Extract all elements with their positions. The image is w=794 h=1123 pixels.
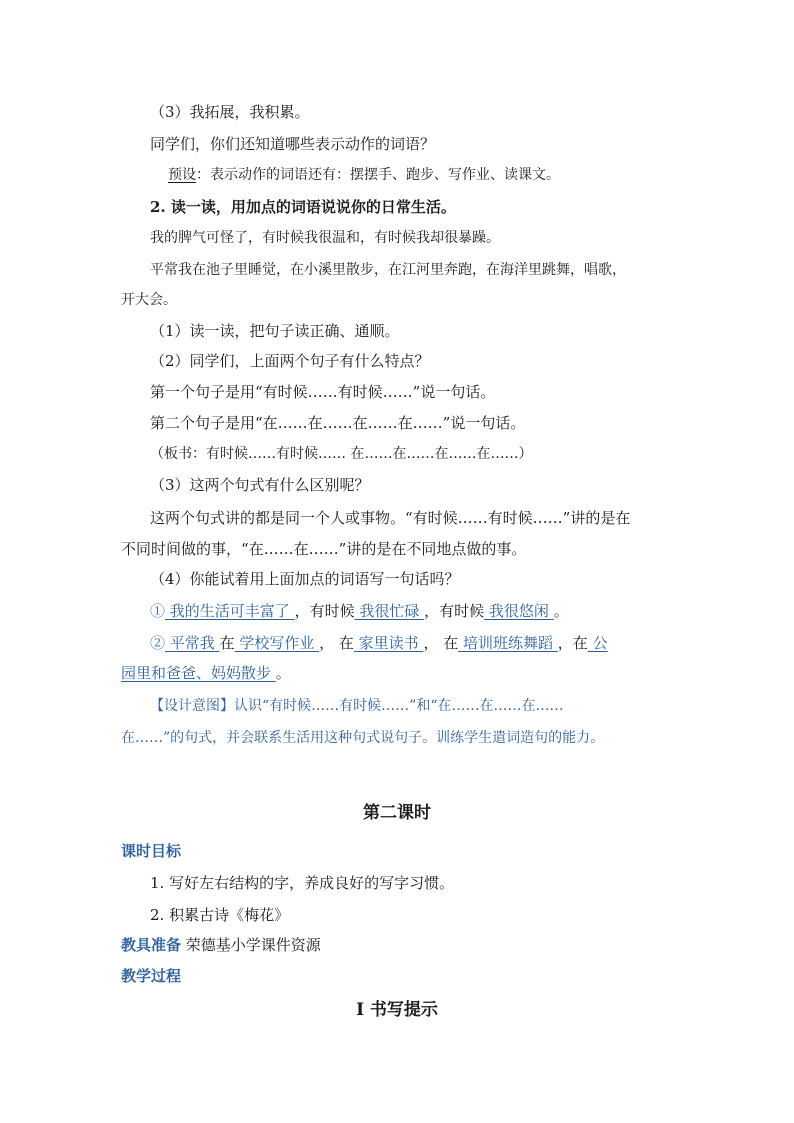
sentence-2a: 平常我在池子里睡觉，在小溪里散步，在江河里奔跑，在海洋里跳舞，唱歌， [150,262,626,278]
example-2-blank-6: 园里和爸爸、妈妈散步 [121,664,276,682]
preset-line [168,165,560,185]
lesson-2-title: 第二课时 [363,803,431,823]
example-2-text-1: 在 [219,634,235,652]
answer-1: 第一个句子是用“有时候……有时候……”说一句话。 [150,383,496,401]
goal-1: 1. 写好左右结构的字，养成良好的写字习惯。 [150,874,455,892]
example-1-text-2: ，有时候 [424,602,485,620]
example-2-text-2: ， 在 [319,634,354,652]
text-p1: （3）我拓展，我积累。 [150,103,310,121]
example-2-blank-2: 学校写作业 [234,634,320,652]
section-1-title: Ⅰ 书写提示 [356,1000,438,1020]
text-p2: 同学们，你们还知道哪些表示动作的词语？ [150,135,436,153]
sentence-2b: 开大会。 [121,292,177,308]
example-1-num: ① [150,602,166,620]
design-intent-label: 【设计意图】 [150,698,234,714]
design-intent-2: 在……”的句式，并会联系生活用这种句式说句子。训练学生遣词造句的能力。 [121,730,605,746]
design-intent-text-1: 认识“有时候……有时候……”和“在……在……在…… [234,698,564,714]
example-1 [150,601,569,621]
example-2-blank-4: 培训班练舞蹈 [458,634,558,652]
answer-3b: 不同时间做的事，“在……在……”讲的是在不同地点做的事。 [121,540,527,558]
example-2-blank-1: 平常我 [165,634,220,652]
example-2-text-5: 。 [275,664,291,682]
question-1: （1）读一读，把句子读正确、通顺。 [150,322,400,340]
board-notes: （板书：有时候……有时候…… 在……在……在……在……） [150,446,533,462]
preset-text: ：表示动作的词语还有：摆摆手、跑步、写作业、读课文。 [196,167,560,183]
question-3: （3）这两个句式有什么区别呢？ [150,476,370,494]
question-2: （2）同学们，上面两个句子有什么特点？ [150,352,430,370]
example-2 [150,633,608,653]
example-2-cont [121,663,291,683]
example-2-num: ② [150,634,166,652]
example-1-blank-2: 我很忙碌 [354,602,425,620]
preset-label: 预设 [168,167,196,183]
example-2-text-4: ，在 [557,634,588,652]
process-heading: 教学过程 [121,967,182,985]
design-intent-1 [150,696,563,716]
goal-2: 2. 积累古诗《梅花》 [150,906,290,924]
sentence-1: 我的脾气可怪了，有时候我很温和，有时候我却很暴躁。 [150,230,500,246]
example-1-text-1: ，有时候 [294,602,355,620]
answer-3a: 这两个句式讲的都是同一个人或事物。“有时候……有时候……”讲的是在 [150,509,631,527]
answer-2: 第二个句子是用“在……在……在……在……”说一句话。 [150,414,526,432]
prep-label: 教具准备 [121,936,182,954]
example-2-blank-5: 公 [587,634,608,652]
example-1-text-3: 。 [553,602,569,620]
example-2-blank-3: 家里读书 [353,634,424,652]
example-1-blank-3: 我很悠闲 [484,602,554,620]
prep-line [121,935,321,955]
task-2: 2. 读一读，用加点的词语说说你的日常生活。 [150,198,456,216]
example-2-text-3: ， 在 [423,634,459,652]
goals-heading: 课时目标 [121,842,182,860]
example-1-blank-1: 我的生活可丰富了 [165,602,295,620]
question-4: （4）你能试着用上面加点的词语写一句话吗？ [150,570,460,588]
prep-text: 荣德基小学课件资源 [181,936,321,954]
